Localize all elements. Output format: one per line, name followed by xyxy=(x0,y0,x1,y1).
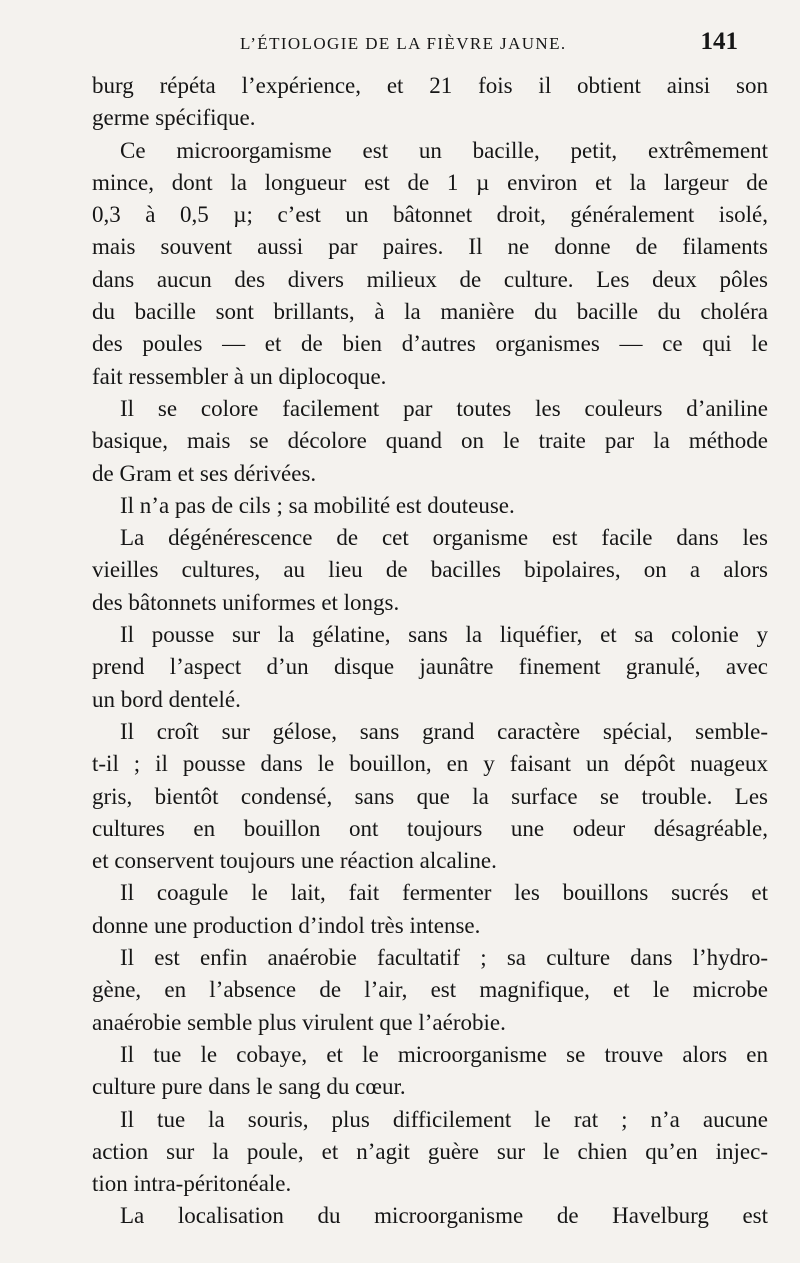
body-text xyxy=(92,70,768,1233)
text-line: cultures en bouillon ont toujours une odeur désagréable, xyxy=(92,815,768,841)
text-line: anaérobie semble plus virulent que l’aérobie. xyxy=(92,1009,506,1035)
text-line: de Gram et ses dérivées. xyxy=(92,460,317,486)
text-line: mince, dont la longueur est de 1 µ environ et la largeur de xyxy=(92,169,768,195)
text-line: La localisation du microorganisme de Havelburg est xyxy=(120,1203,768,1229)
text-line: germe spécifique. xyxy=(92,105,256,131)
text-line: fait ressembler à un diplocoque. xyxy=(92,363,387,389)
text-line: Il pousse sur la gélatine, sans la liquéfier, et sa colonie y xyxy=(120,622,768,648)
text-line: 0,3 à 0,5 µ; c’est un bâtonnet droit, généralement isolé, xyxy=(92,202,768,228)
text-line: Ce microorgamisme est un bacille, petit, extrêmement xyxy=(120,137,768,163)
text-line: et conservent toujours une réaction alcaline. xyxy=(92,848,497,874)
text-line: Il n’a pas de cils ; sa mobilité est douteuse. xyxy=(120,492,515,518)
text-line: Il est enfin anaérobie facultatif ; sa culture dans l’hydro- xyxy=(120,945,768,971)
text-line: action sur la poule, et n’agit guère sur le chien qu’en injec- xyxy=(92,1138,768,1164)
text-line: du bacille sont brillants, à la manière du bacille du choléra xyxy=(92,299,768,325)
text-line: prend l’aspect d’un disque jaunâtre finement granulé, avec xyxy=(92,654,768,680)
text-line: Il croît sur gélose, sans grand caractère spécial, semble- xyxy=(120,718,768,744)
text-line: Il tue le cobaye, et le microorganisme se trouve alors en xyxy=(120,1041,768,1067)
page-header xyxy=(100,28,738,64)
text-line: Il se colore facilement par toutes les couleurs d’aniline xyxy=(120,395,768,421)
text-line: vieilles cultures, au lieu de bacilles bipolaires, on a alors xyxy=(92,557,768,583)
text-line: La dégénérescence de cet organisme est facile dans les xyxy=(120,525,768,551)
text-line: gène, en l’absence de l’air, est magnifique, et le microbe xyxy=(92,977,768,1003)
text-line: burg répéta l’expérience, et 21 fois il obtient ainsi son xyxy=(92,73,768,98)
text-line: des poules — et de bien d’autres organismes — ce qui le xyxy=(92,331,768,357)
page-number: 141 xyxy=(700,28,738,55)
text-line: culture pure dans le sang du cœur. xyxy=(92,1074,406,1100)
text-line: des bâtonnets uniformes et longs. xyxy=(92,589,400,615)
text-line: tion intra-péritonéale. xyxy=(92,1171,292,1197)
text-line: Il coagule le lait, fait fermenter les bouillons sucrés et xyxy=(120,880,768,906)
text-line: Il tue la souris, plus difficilement le rat ; n’a aucune xyxy=(120,1106,768,1132)
text-line: gris, bientôt condensé, sans que la surface se trouble. Les xyxy=(92,783,768,809)
running-title: L’ÉTIOLOGIE DE LA FIÈVRE JAUNE. xyxy=(240,34,567,53)
text-line: un bord dentelé. xyxy=(92,686,241,712)
text-line: mais souvent aussi par paires. Il ne donne de filaments xyxy=(92,234,768,260)
text-line: donne une production d’indol très intense. xyxy=(92,912,481,938)
text-line: basique, mais se décolore quand on le traite par la méthode xyxy=(92,428,768,454)
text-line: t-il ; il pousse dans le bouillon, en y faisant un dépôt nuageux xyxy=(92,751,768,777)
text-line: dans aucun des divers milieux de culture. Les deux pôles xyxy=(92,266,768,292)
